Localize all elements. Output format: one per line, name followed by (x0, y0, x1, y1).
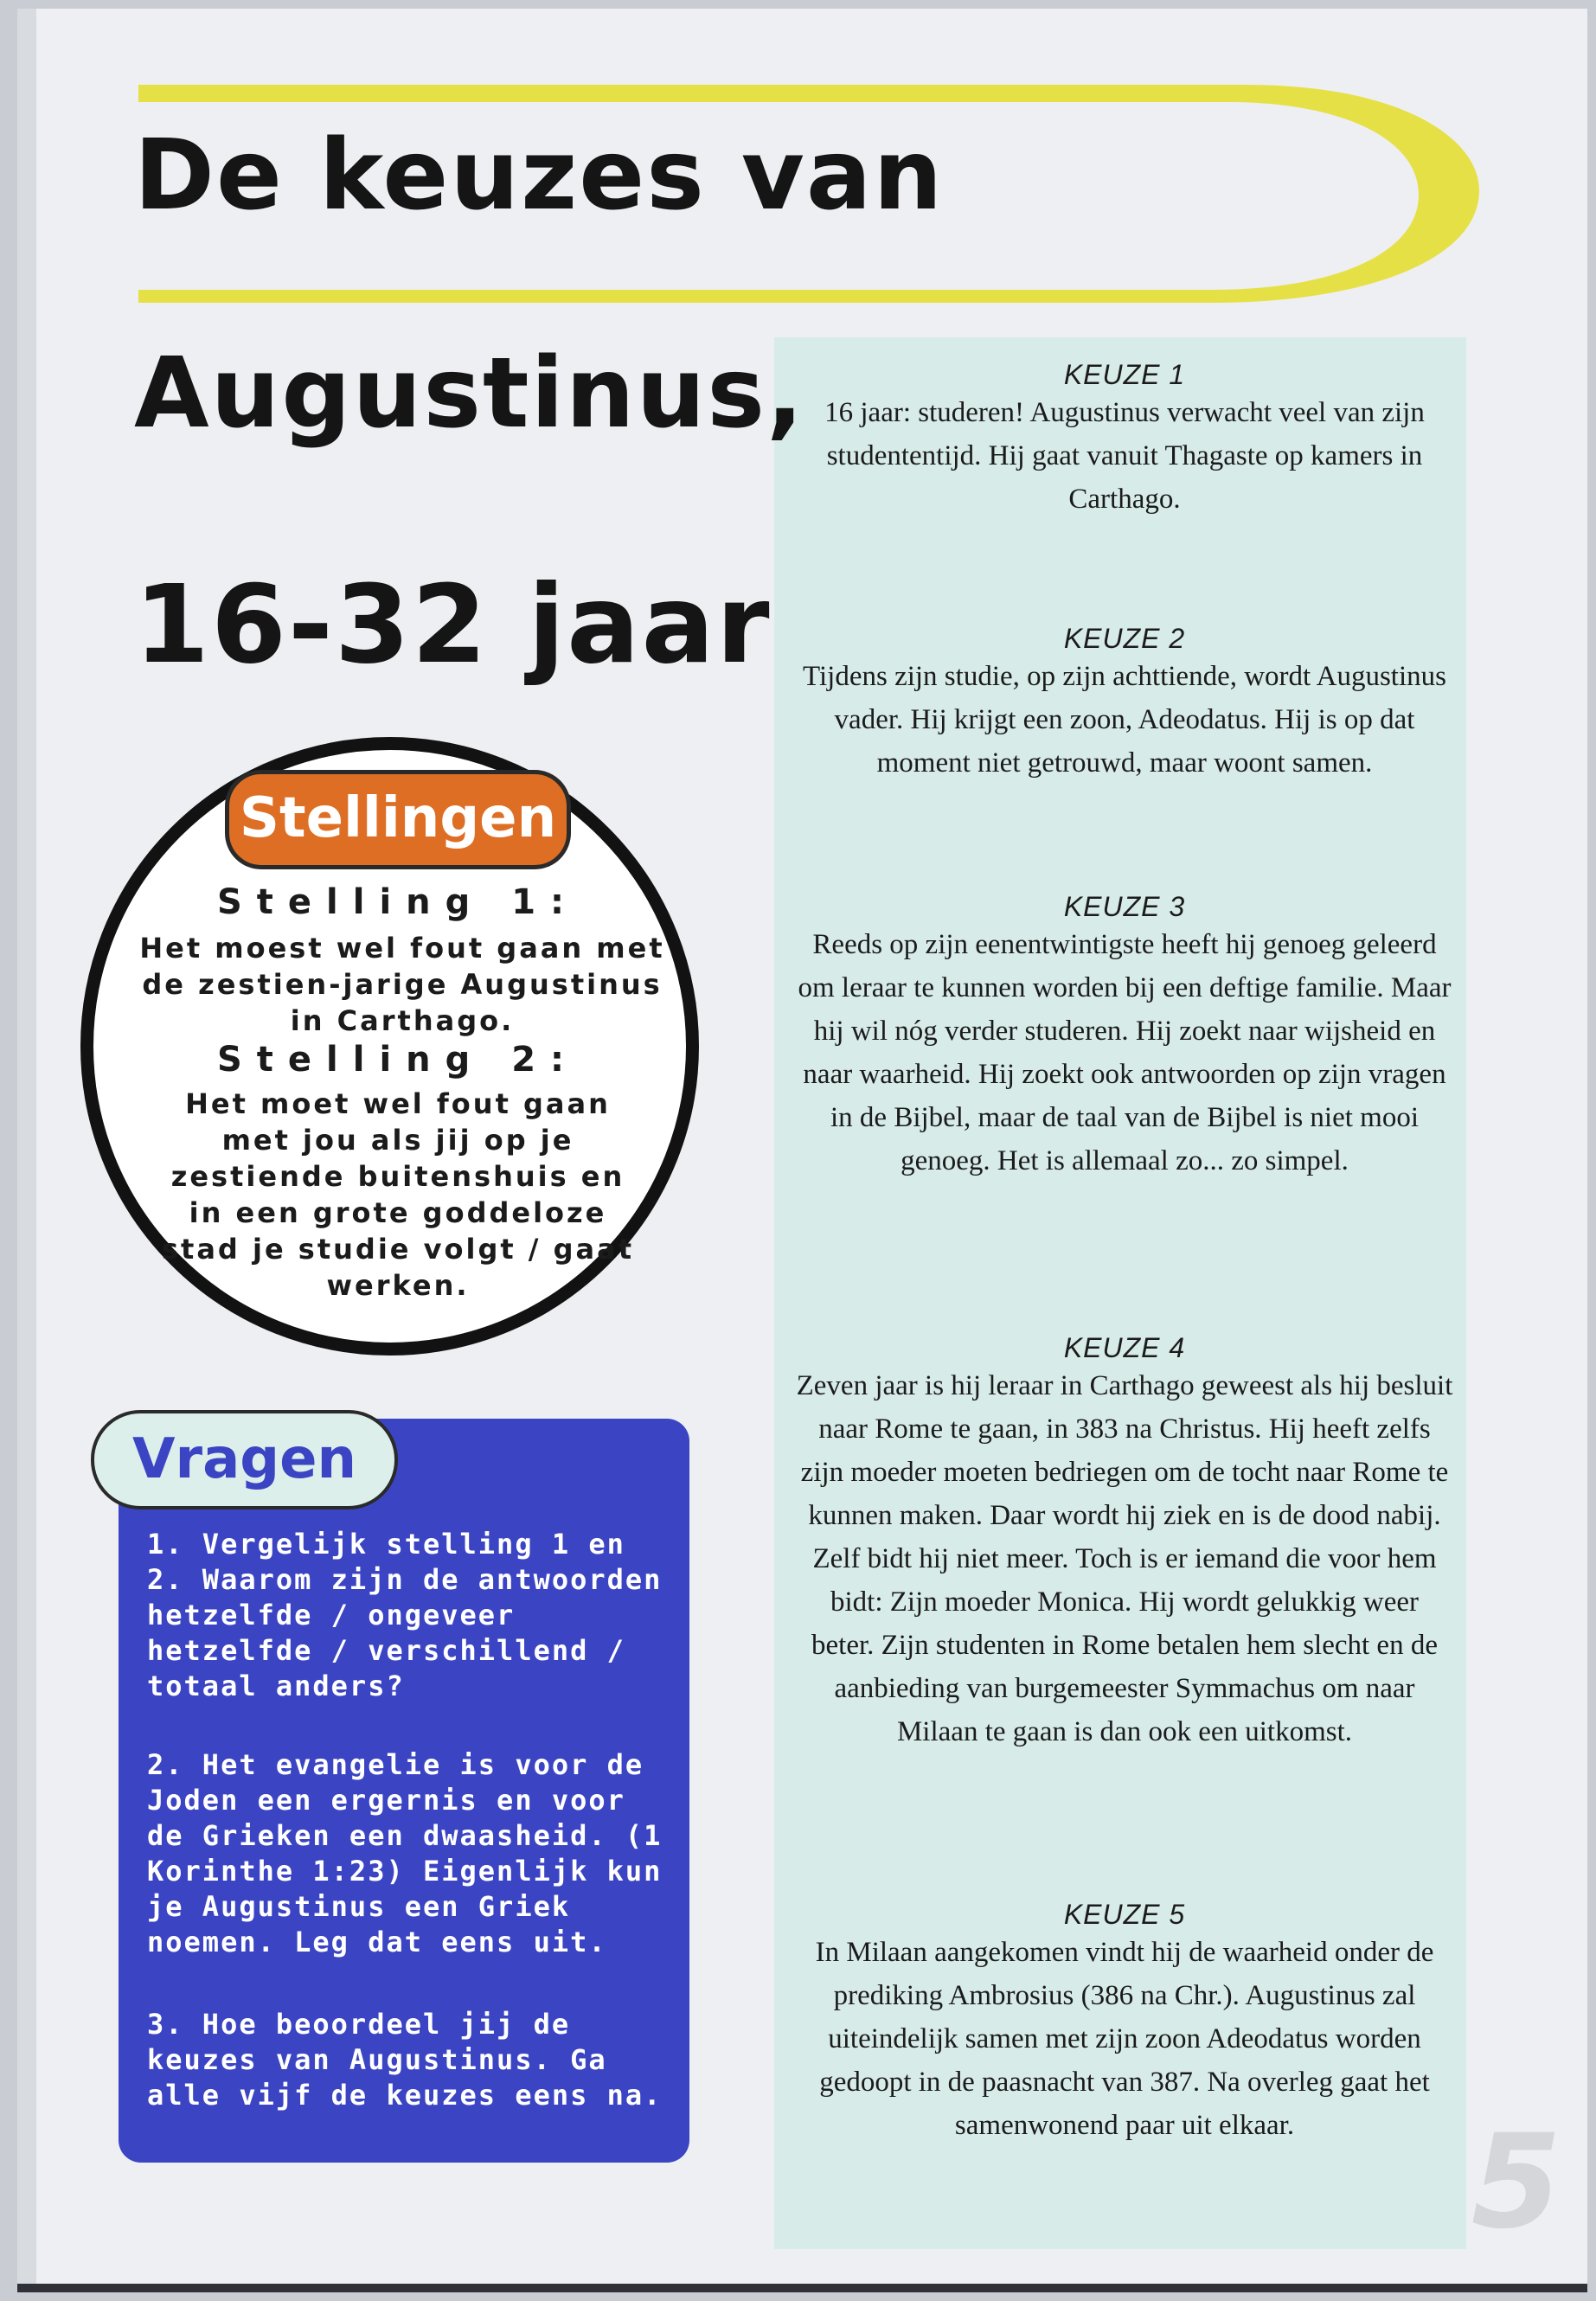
keuze-4-heading: KEUZE 4 (1063, 1332, 1186, 1363)
page-bottom-edge (17, 2284, 1587, 2292)
title-line-1: De keuzes van (134, 119, 945, 232)
stellingen-badge: Stellingen (225, 770, 571, 869)
keuze-3-heading: KEUZE 3 (1063, 891, 1186, 922)
keuze-5-text: In Milaan aangekomen vindt hij de waarheid onder de prediking Ambrosius (386 na Chr.). Augustinus zal uiteindelijk samen met zijn zoon Adeodatus worden gedoopt in de paasnacht van 387. Na overleg gaat het samenwonend paar uit elkaar. (815, 1937, 1434, 2141)
keuze-5 (796, 1899, 1453, 2147)
vraag-2: 2. Het evangelie is voor de Joden een ergernis en voor de Grieken een dwaasheid. (1 Korinthe 1:23) Eigenlijk kun je Augustinus een Griek noemen. Leg dat eens uit. (147, 1748, 663, 1958)
keuze-2-heading: KEUZE 2 (1063, 623, 1186, 654)
keuze-5-heading: KEUZE 5 (1063, 1899, 1186, 1930)
stelling-2-heading: Stelling 2: (216, 1040, 580, 1080)
keuze-2-text: Tijdens zijn studie, op zijn achttiende, wordt Augustinus vader. Hij krijgt een zoon, Adeodatus. Hij is op dat moment niet getrouwd, maar woont samen. (803, 661, 1446, 779)
keuze-4-text: Zeven jaar is hij leraar in Carthago geweest als hij besluit naar Rome te gaan, in 383 na Christus. Hij heeft zelfs zijn moeder moeten bedriegen om de tocht naar Rome te kunnen maken. Daar wordt hij ziek en is de dood nabij. Zelf bidt hij niet meer. Toch is er iemand die voor hem bidt: Zijn moeder Monica. Hij wordt gelukkig weer beter. Zijn studenten in Rome betalen hem slecht en de aanbieding van burgemeester Symmachus om naar Milaan te gaan is dan ook een uitkomst. (796, 1370, 1453, 1747)
stelling-1-heading: Stelling 1: (216, 882, 580, 922)
vraag-1: 1. Vergelijk stelling 1 en 2. Waarom zijn de antwoorden hetzelfde / ongeveer hetzelfde / verschillend / totaal anders? (147, 1528, 663, 1702)
keuze-3 (796, 891, 1453, 1183)
vragen-badge: Vragen (91, 1410, 398, 1509)
keuze-1-heading: KEUZE 1 (1063, 359, 1186, 390)
keuze-2 (796, 623, 1453, 785)
stelling-1-text: Het moest wel fout gaan met de zestien-jarige Augustinus in Carthago. (139, 932, 665, 1037)
title-line-3: 16-32 jaar (134, 562, 772, 688)
title-line-2: Augustinus, (134, 337, 805, 450)
keuze-1-text: 16 jaar: studeren! Augustinus verwacht veel van zijn studententijd. Hij gaat vanuit Thagaste op kamers in Carthago. (824, 397, 1425, 515)
page (17, 9, 1587, 2292)
keuze-4 (796, 1332, 1453, 1753)
stelling-2-text: Het moet wel fout gaan met jou als jij op je zestiende buitenshuis en in een grote goddeloze stad je studie volgt / gaat werken. (161, 1087, 634, 1302)
keuze-3-text: Reeds op zijn eenentwintigste heeft hij genoeg geleerd om leraar te kunnen worden bij een deftige familie. Maar hij wil nóg verder studeren. Hij zoekt naar wijsheid en naar waarheid. Hij zoekt ook antwoorden op zijn vragen in de Bijbel, maar de taal van de Bijbel is niet mooi genoeg. Het is allemaal zo... zo simpel. (798, 929, 1452, 1176)
keuze-1 (796, 359, 1453, 521)
page-number: 5 (1471, 2107, 1561, 2258)
vraag-3: 3. Hoe beoordeel jij de keuzes van Augustinus. Ga alle vijf de keuzes eens na. (147, 2008, 663, 2112)
